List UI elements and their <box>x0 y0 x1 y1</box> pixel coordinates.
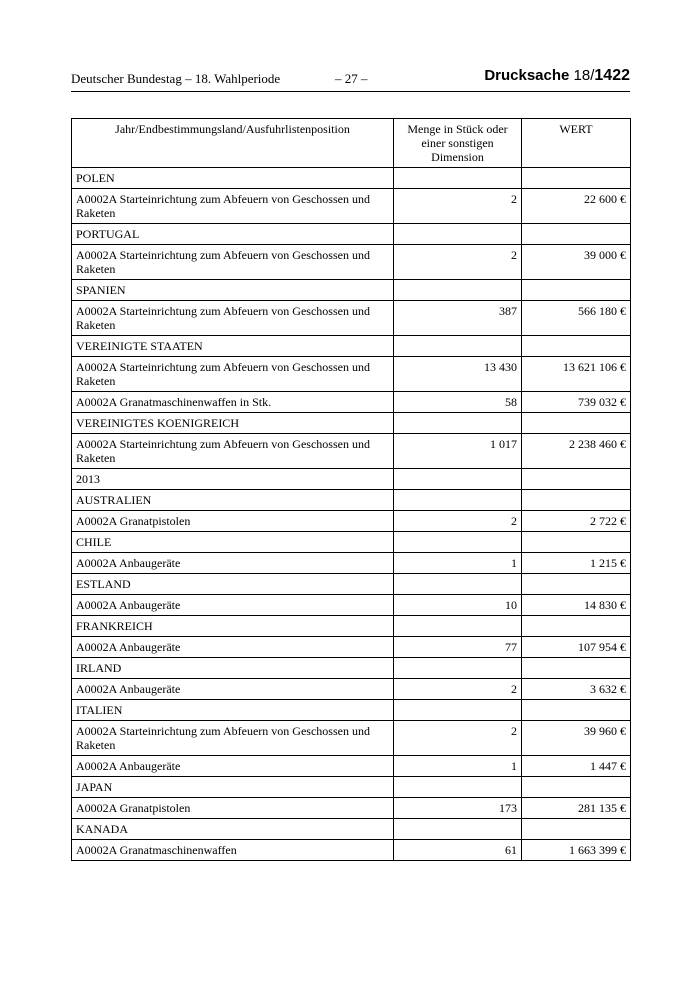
table-body <box>72 168 631 861</box>
table-row <box>72 301 631 336</box>
cell-label: SPANIEN <box>72 280 394 301</box>
cell-value: 566 180 € <box>522 301 631 336</box>
cell-label: A0002A Starteinrichtung zum Abfeuern von Geschossen und Raketen <box>72 357 394 392</box>
cell-value: 739 032 € <box>522 392 631 413</box>
cell-value: 1 447 € <box>522 756 631 777</box>
cell-quantity: 2 <box>394 511 522 532</box>
cell-quantity: 2 <box>394 189 522 224</box>
cell-label: A0002A Starteinrichtung zum Abfeuern von Geschossen und Raketen <box>72 245 394 280</box>
cell-label: A0002A Starteinrichtung zum Abfeuern von Geschossen und Raketen <box>72 189 394 224</box>
cell-value: 2 238 460 € <box>522 434 631 469</box>
header-publication: Deutscher Bundestag – 18. Wahlperiode <box>71 71 281 86</box>
cell-quantity <box>394 819 522 840</box>
cell-value: 107 954 € <box>522 637 631 658</box>
cell-label: PORTUGAL <box>72 224 394 245</box>
cell-quantity: 1 <box>394 756 522 777</box>
cell-label: A0002A Anbaugeräte <box>72 679 394 700</box>
cell-label: A0002A Anbaugeräte <box>72 756 394 777</box>
table-row <box>72 434 631 469</box>
cell-quantity <box>394 469 522 490</box>
table-row <box>72 756 631 777</box>
export-table <box>71 118 631 861</box>
cell-quantity: 77 <box>394 637 522 658</box>
table-section-row <box>72 819 631 840</box>
cell-label: VEREINIGTE STAATEN <box>72 336 394 357</box>
cell-label: ITALIEN <box>72 700 394 721</box>
cell-quantity <box>394 658 522 679</box>
cell-value <box>522 490 631 511</box>
cell-value: 14 830 € <box>522 595 631 616</box>
page-header <box>71 69 630 92</box>
page-number: – 27 – <box>335 71 368 86</box>
cell-quantity: 61 <box>394 840 522 861</box>
table-section-row <box>72 777 631 798</box>
column-header-position: Jahr/Endbestimmungsland/Ausfuhrlistenposition <box>72 119 394 168</box>
table-row <box>72 637 631 658</box>
cell-value: 39 960 € <box>522 721 631 756</box>
cell-quantity <box>394 336 522 357</box>
table-row <box>72 189 631 224</box>
cell-value <box>522 777 631 798</box>
cell-label: CHILE <box>72 532 394 553</box>
cell-quantity <box>394 700 522 721</box>
table-section-row <box>72 413 631 434</box>
column-header-quantity: Menge in Stück oder einer sonstigen Dimension <box>394 119 522 168</box>
table-row <box>72 553 631 574</box>
table-section-row <box>72 574 631 595</box>
table-header-row <box>72 119 631 168</box>
document-number <box>484 67 630 85</box>
cell-quantity: 13 430 <box>394 357 522 392</box>
cell-value <box>522 336 631 357</box>
cell-value: 39 000 € <box>522 245 631 280</box>
cell-label: A0002A Granatmaschinenwaffen <box>72 840 394 861</box>
cell-value <box>522 413 631 434</box>
table-row <box>72 357 631 392</box>
cell-label: ESTLAND <box>72 574 394 595</box>
cell-quantity: 58 <box>394 392 522 413</box>
table-section-row <box>72 658 631 679</box>
cell-quantity <box>394 413 522 434</box>
cell-quantity: 2 <box>394 679 522 700</box>
doc-num-prefix: 18/ <box>573 67 595 84</box>
cell-value: 1 215 € <box>522 553 631 574</box>
cell-label: POLEN <box>72 168 394 189</box>
table-row <box>72 798 631 819</box>
cell-value: 1 663 399 € <box>522 840 631 861</box>
cell-value <box>522 469 631 490</box>
cell-label: A0002A Anbaugeräte <box>72 595 394 616</box>
table-section-row <box>72 280 631 301</box>
cell-value: 2 722 € <box>522 511 631 532</box>
cell-quantity: 2 <box>394 245 522 280</box>
cell-quantity <box>394 532 522 553</box>
cell-label: VEREINIGTES KOENIGREICH <box>72 413 394 434</box>
cell-quantity <box>394 280 522 301</box>
cell-value <box>522 658 631 679</box>
cell-label: A0002A Anbaugeräte <box>72 553 394 574</box>
cell-quantity <box>394 616 522 637</box>
cell-quantity: 2 <box>394 721 522 756</box>
table-section-row <box>72 490 631 511</box>
cell-value <box>522 532 631 553</box>
cell-value <box>522 819 631 840</box>
cell-value <box>522 574 631 595</box>
cell-quantity: 10 <box>394 595 522 616</box>
cell-value: 13 621 106 € <box>522 357 631 392</box>
cell-quantity: 1 017 <box>394 434 522 469</box>
cell-label: AUSTRALIEN <box>72 490 394 511</box>
cell-label: 2013 <box>72 469 394 490</box>
cell-quantity <box>394 574 522 595</box>
cell-value: 22 600 € <box>522 189 631 224</box>
cell-label: KANADA <box>72 819 394 840</box>
cell-value <box>522 700 631 721</box>
cell-quantity: 173 <box>394 798 522 819</box>
table-row <box>72 511 631 532</box>
cell-label: A0002A Granatpistolen <box>72 798 394 819</box>
doc-label: Drucksache <box>484 67 570 84</box>
table-row <box>72 721 631 756</box>
cell-quantity <box>394 224 522 245</box>
table-section-row <box>72 336 631 357</box>
cell-quantity: 1 <box>394 553 522 574</box>
table-section-row <box>72 532 631 553</box>
cell-quantity <box>394 168 522 189</box>
table-row <box>72 679 631 700</box>
cell-label: FRANKREICH <box>72 616 394 637</box>
cell-value <box>522 616 631 637</box>
table-section-row <box>72 616 631 637</box>
cell-label: A0002A Starteinrichtung zum Abfeuern von Geschossen und Raketen <box>72 721 394 756</box>
table-section-row <box>72 224 631 245</box>
cell-label: IRLAND <box>72 658 394 679</box>
table-row <box>72 392 631 413</box>
cell-value <box>522 280 631 301</box>
column-header-value: WERT <box>522 119 631 168</box>
cell-value: 281 135 € <box>522 798 631 819</box>
cell-label: A0002A Starteinrichtung zum Abfeuern von Geschossen und Raketen <box>72 301 394 336</box>
table-section-row <box>72 168 631 189</box>
table-row <box>72 245 631 280</box>
cell-quantity <box>394 490 522 511</box>
cell-label: A0002A Starteinrichtung zum Abfeuern von Geschossen und Raketen <box>72 434 394 469</box>
cell-label: A0002A Granatpistolen <box>72 511 394 532</box>
cell-label: A0002A Anbaugeräte <box>72 637 394 658</box>
table-row <box>72 840 631 861</box>
table-row <box>72 595 631 616</box>
cell-quantity: 387 <box>394 301 522 336</box>
cell-quantity <box>394 777 522 798</box>
cell-value <box>522 224 631 245</box>
table-section-row <box>72 469 631 490</box>
cell-value <box>522 168 631 189</box>
cell-value: 3 632 € <box>522 679 631 700</box>
doc-num: 1422 <box>594 67 630 84</box>
cell-label: JAPAN <box>72 777 394 798</box>
table-section-row <box>72 700 631 721</box>
cell-label: A0002A Granatmaschinenwaffen in Stk. <box>72 392 394 413</box>
